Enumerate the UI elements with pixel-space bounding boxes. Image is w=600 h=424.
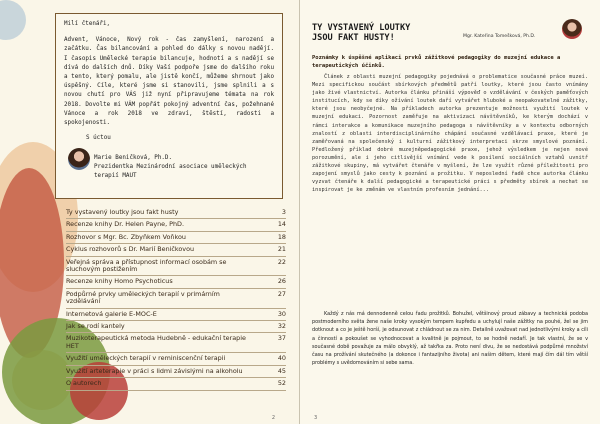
article-body: Každý z nás má dennodenně celou řadu prožitků. Bohužel, většinový proud zábavy a technická podoba postmoderního světa žene naše kroky vysokým tempem kupředu a uchylují naše zážitky na pouhé, žel se jim dotknout a co je ještě horší, je odsunovat z chládnout se za nim. Detailně uvažovat nad jednotlivými kroky a cíli a činností a pokoušet se vyhodnocovat a kvalitně je pojmout, to se hodně nedaří. Je tak vlastní, že se v současné době považuje za málo obvyklý, až takřka za. Proto není divu, že se nedostává podpůrné množství času na prožívání skutečného (a dokonce i fantazijního života) ani našim dětem, které mají čím dál tím větší problémy s uvědomováním si sebe sama. (312, 311, 588, 367)
letter-signature-block (66, 134, 272, 143)
article-title (312, 23, 512, 43)
toc-entry-title: Internetová galerie E-MOC-E (66, 309, 157, 318)
toc-entry-title: Ty vystavený loutky jsou fakt husty (66, 208, 179, 216)
signature-role: Prezidentka Mezinárodní asociace uměleckých terapií MAUT (94, 164, 247, 180)
author-photo (562, 19, 582, 39)
toc-entry-page: 52 (277, 379, 286, 388)
article-lead: Poznámky k úspěšné aplikaci prvků zážitkové pedagogiky do muzejní edukace a terapeutických účinků. (312, 55, 561, 70)
toc-entry-page: 32 (277, 322, 286, 331)
article-author: Mgr. Kateřina Tomešková, Ph.D. (463, 34, 536, 39)
toc-entry-title: Podpůrné prvky uměleckých terapií v primárním vzdělávání (66, 289, 220, 306)
toc-entry[interactable] (66, 309, 286, 321)
toc-entry[interactable] (66, 353, 286, 365)
toc-entry-page: 26 (277, 277, 286, 286)
letter-closing: S úctou (86, 135, 111, 141)
page-number: 2 (271, 415, 275, 421)
toc-entry[interactable] (66, 276, 286, 288)
toc-entry-page: 30 (277, 309, 286, 318)
toc-entry[interactable] (66, 219, 286, 231)
page-number: 3 (314, 415, 318, 421)
toc-entry-title: Recenze knihy Dr. Helen Payne, PhD. (66, 220, 185, 229)
toc-entry-title: Cyklus rozhovorů s Dr. Marií Beničkovou (66, 245, 195, 254)
toc-entry[interactable] (66, 366, 286, 378)
toc-entry-page: 18 (277, 232, 286, 241)
toc-entry-page: 22 (277, 257, 286, 266)
toc-entry-title: Využití uměleckých terapií v reminiscenční terapii (66, 354, 226, 363)
toc-entry-title: Rozhovor s Mgr. Bc. Zbyňkem Voňkou (66, 232, 186, 241)
toc-entry[interactable] (66, 257, 286, 277)
toc-entry[interactable] (66, 289, 286, 309)
article-title-line: JSOU FAKT HUSTY! (312, 33, 395, 43)
signature-lines (94, 154, 272, 182)
left-page (0, 0, 299, 424)
letter-body: Advent, Vánoce, Nový rok - čas zamyšlení, narození a začátku. Čas bilancování a pohled do dálky s novou nadějí. I časopis Umělecké terapie bilancuje, hodnotí a s nadějí se dívá do dalších dnů. Díky Vaší podpoře jsme do dalšího roku a tento, který pomalu, ale jistě končí, můžeme shrnout jako úspěšný. Cíle, které jsme si stanovili, jsme splnili a s novou chutí pro VÁS již nyní připravujeme témata na rok 2018. Dovolte mi VÁM popřát pokojný adventní čas, požehnané Vánoce a rok 2018 ve zdraví, štěstí, radosti a spokojenosti. (64, 37, 274, 127)
toc-entry[interactable] (66, 244, 286, 256)
toc-entry-page: 37 (277, 334, 286, 343)
decorative-circle (0, 0, 26, 40)
toc-entry[interactable] (66, 333, 286, 353)
toc-entry-title: Recenze knihy Homo Psychoticus (66, 277, 173, 286)
toc-entry-page: 21 (277, 245, 286, 254)
toc-entry[interactable] (66, 321, 286, 333)
toc-entry[interactable] (66, 378, 286, 390)
toc-entry-title: Veřejná správa a přístupnost informací osobám se sluchovým postižením (66, 257, 227, 274)
article-abstract: Článek z oblasti muzejní pedagogiky pojednává o problematice současné práce muzeí. Mezi specifickou součást sbírkových předmětů patří loutky, které jsou často vnímány jako živé vlastnictví. Autorka článku přináší výpověď o vzdělávání v českých paměťových institucích, kdy se díky ožívání loutek daří vytvářet hluboké a neopakovatelné zážitky, které jsou neobyčejné. Na příkladech autorka prezentuje možnosti využití loutek v muzejní edukaci. Pozornost zaměřuje na aktivizaci návštěvníků, ke kterým dochází v rámci interakce a komunikace muzejního pedagoga s návštěvníky a v kontextu odborných znalostí z oblasti interdisciplinárního chápání současné vzdělávací praxe, které je zaměřovaná na společenský i kulturní zážitkový interpretaci skrze smyslové poznání. Předložený příklad dobré muzejněpedagogické praxe, jehož výsledkem je nejen nové porozumění, ale i jeho citlivější vnímání vede k posílení sociálních vztahů uvnitř zážitkové skupiny, má vytvářet čtenáře v myšlení, že lze využít různé příležitosti pro zapojení smyslů jako cesty k poznání a prožitku. V neposlední řadě chce autorka článku vyzvat čtenáře k další pedagogické a terapeutické práci s předměty sbírek a nechat se inspirovat je ke změnám ve vlastním profesním jednání... (312, 74, 588, 194)
toc-entry[interactable] (66, 232, 286, 244)
right-page (300, 0, 600, 424)
editorial-letter (55, 13, 283, 199)
toc-entry-title: O autorech (66, 379, 102, 388)
toc-entry-page: 45 (277, 366, 286, 375)
toc-entry-title: Muzikoterapeutická metoda Hudebně - edukační terapie HET (66, 334, 246, 350)
toc-entry[interactable] (66, 207, 286, 219)
table-of-contents (66, 207, 286, 391)
toc-entry-page: 27 (277, 289, 286, 298)
toc-entry-page: 14 (277, 220, 286, 229)
signature-name: Marie Beničková, Ph.D. (94, 155, 173, 161)
toc-entry-page: 3 (281, 208, 286, 216)
article-title-line: TY VYSTAVENÝ LOUTKY (312, 23, 411, 33)
author-photo (68, 148, 90, 170)
toc-entry-title: Využití arteterapie v práci s lidmi závislými na alkoholu (66, 366, 243, 375)
letter-greeting: Milí čtenáři, (64, 21, 111, 27)
toc-entry-title: Jak se rodí kantely (66, 322, 125, 331)
toc-entry-page: 40 (277, 354, 286, 363)
